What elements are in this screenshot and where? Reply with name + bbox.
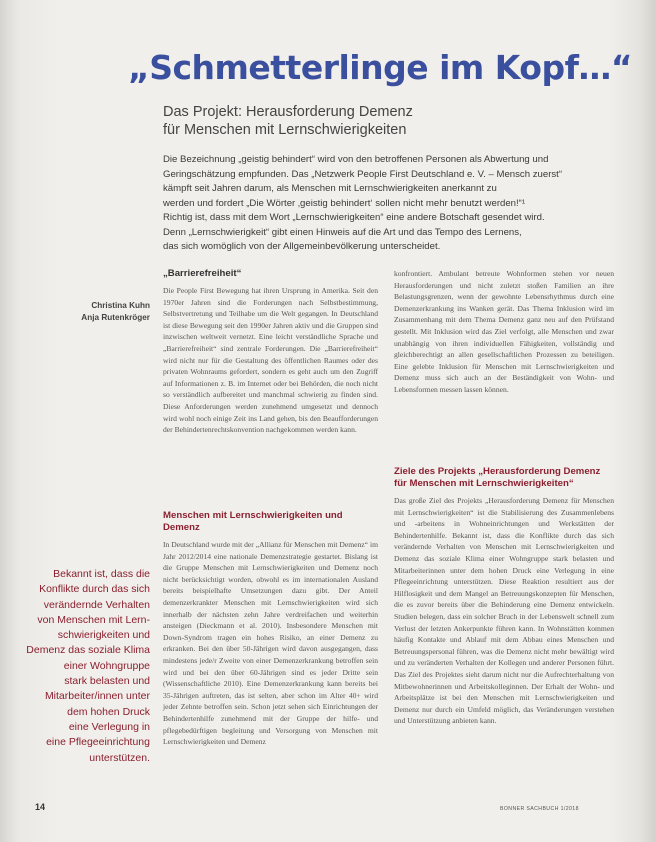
running-footer: BONNER SACHBUCH 1/2018 (500, 806, 579, 812)
author-name: Anja Rutenkröger (81, 313, 150, 322)
intro-line: Geringschätzung empfunden. Das „Netzwerk People First Deutschland e. V. – Mensch zuerst“ (163, 168, 563, 180)
pull-quote-line: von Menschen mit Lern- (37, 613, 150, 626)
subtitle-line-1: Das Projekt: Herausforderung Demenz (163, 104, 413, 120)
page-number: 14 (35, 802, 46, 812)
column-right-top (394, 268, 614, 396)
intro-line: Denn „Lernschwierigkeit“ gibt einen Hinweis auf die Art und das Tempo des Lernens, (163, 226, 522, 238)
pull-quote-line: schwierigkeiten und (57, 629, 150, 642)
intro-line: werden und fordert „Die Wörter ‚geistig behindert‘ sollen nicht mehr benutzt werden!“¹ (163, 197, 526, 209)
article-title: „Schmetterlinge im Kopf…“ (128, 48, 633, 87)
intro-line: kämpft seit Jahren darum, als Menschen mit Lernschwierigkeiten anerkannt zu (163, 183, 497, 194)
author-name: Christina Kuhn (91, 301, 150, 310)
pull-quote-line: dem hohen Druck (67, 705, 150, 718)
pull-quote-line: verändernde Verhalten (43, 598, 150, 611)
body-paragraph: Die People First Bewegung hat ihren Ursprung in Amerika. Seit den 1970er Jahren sind die Forderungen nach Selbstbestimmung, Selbstvertretung und Teilhabe um die Welt gegangen. In Deutschland ist diese Bewegung seit den 1990er Jahren aktiv und die Gruppen sind inzwischen weltweit vernetzt. Eine leicht verständliche Sprache und „Barrierefreiheit“ sind zentrale Forderungen. Die „Barrierefreiheit“ wird nicht nur für die Gestaltung des öffentlichen Raumes oder des privaten Wohnraums gefordert, sondern es geht auch um den Zugriff auf Informationen z. B. im Internet oder bei Behörden, die noch nicht so verständlich aufbereitet und manchmal schwierig zu finden sind. Diese Anforderungen werden zunehmend umgesetzt und dennoch wird wohl noch einige Zeit ins Land gehen, bis den Beaufforderungen der Behindertenrechtskonvention nachgekommen werden kann. (163, 286, 378, 435)
pull-quote-line: Bekannt ist, dass die (53, 568, 150, 580)
pull-quote (26, 567, 150, 766)
intro-line: Die Bezeichnung „geistig behindert“ wird von den betroffenen Personen als Abwertung und (163, 154, 549, 165)
pull-quote-line: stark belasten und (64, 675, 150, 688)
author-block (70, 300, 150, 324)
pull-quote-line: Demenz das soziale Klima (26, 644, 150, 657)
body-paragraph: Das große Ziel des Projekts „Herausforderung Demenz für Menschen mit Lernschwierigkeiten“ ist die Stabilisierung des Zusammenlebens und -arbeitens in Wohneinrichtungen und Werkstätten der Behindertenhilfe. Bekannt ist, dass die Konflikte durch das sich verändernde Verhalten von Menschen mit Lernschwierigkeiten und Demenz das soziale Klima einer Wohngruppe stark belasten und Mitarbeiterinnen unter dem hohen Druck eine Verlegung in eine Pflegeeinrichtung unterstützen. Diese Reaktion resultiert aus der Hilflosigkeit und dem Mangel an Betreuungskonzepten für Menschen, die es zuvor bereits über die Behinderung eine Demenz entwickeln. Studien belegen, dass ein solcher Bruch in der Lebenswelt schnell zum Verlust der letzten Ankerpunkte führen kann. In Wohnstätten kommen häufig Kontakte und Ablauf mit dem Abbau eines Menschen und Betreuungspersonal führen, was die Demenz nicht mehr bewältigt wird und zu veränderten Verhalten der Kollegen und anderer Personen führt. Das Ziel des Projektes sieht darum nicht nur die Aufrechterhaltung von Mitbewohnerinnen und Arbeitskolleginnen. Der Erhalt der Wohn- und Arbeitsplätze ist bei den Menschen mit Lernschwierigkeiten und Demenz nur durch ein Umfeld möglich, das Veränderungen verstehen und Unterstützung anbieten kann. (394, 496, 614, 726)
pull-quote-line: eine Verlegung in (68, 720, 150, 733)
pull-quote-line: unterstützen. (89, 751, 150, 764)
column-right-bottom (394, 466, 614, 727)
pull-quote-line: Mitarbeiter/innen unter (44, 690, 150, 703)
article-subtitle (163, 103, 583, 139)
intro-line: Richtig ist, dass mit dem Wort „Lernschwierigkeiten“ eine andere Botschaft gesendet wird. (163, 212, 545, 223)
section-heading-ziele: Ziele des Projekts „Herausforderung Demenz für Menschen mit Lernschwierigkeiten“ (394, 466, 601, 489)
intro-line: das sich womöglich von der Allgemeinbevölkerung unterscheidet. (163, 241, 441, 252)
body-paragraph: In Deutschland wurde mit der „Allianz für Menschen mit Demenz“ im Jahr 2012/2014 eine nationale Demenzstrategie gestartet. Bislang ist die Gruppe Menschen mit Lernschwierigkeiten und Demenz noch nicht berücksichtigt worden, obwohl es im internationalen Ausland bereits beispielhafte Umsetzungen dazu gibt. Der Anteil demenzerkrankter Menschen mit Lernschwierigkeiten wird sich innerhalb der nächsten zehn Jahre verdreifachen und weiterhin ansteigen (Dieckmann et al. 2010). Insbesondere Menschen mit Down-Syndrom tragen ein hohes Risiko, an einer Demenz zu erkranken. Bei den über 50-Jährigen wird davon ausgegangen, dass mindestens jede/r Zweite von einer Demenzerkrankung betroffen sein wird und bei den über 60-Jährigen sind es jeder Dritte sein (Wissenschaftliche 2010). Eine Demenzerkrankung kann bereits bei 35-Jährigen auftreten, das ist selten, aber schon im Alter 40+ wird jeder Zehnte betroffen sein. Schon jetzt sehen sich Einrichtungen der Behindertenhilfe zunehmend mit der Gruppe der hilfe- und pflegebedürftigen begleitung und Versorgung von Menschen mit Lernschwierigkeiten und Demenz (163, 540, 378, 747)
intro-paragraph (163, 153, 608, 255)
section-heading-barrierefreiheit: „Barrierefreiheit“ (163, 268, 242, 279)
column-left-bottom (163, 510, 378, 748)
section-heading-lernschwierigkeiten: Menschen mit Lernschwierigkeiten und Demenz (163, 510, 343, 533)
pull-quote-line: einer Wohngruppe (63, 659, 150, 672)
pull-quote-line: eine Pflegeeinrichtung (46, 736, 150, 749)
body-paragraph: konfrontiert. Ambulant betreute Wohnformen stehen vor neuen Herausforderungen und nicht zuletzt stoßen Familien an ihre Belastungsgrenzen, wenn der gewohnte Lebensrhythmus durch eine Demenzerkrankung ins Wanken gerät. Das Thema Inklusion wird im Zusammenhang mit dem Thema Demenz ganz neu auf den Prüfstand gestellt. Mit Inklusion wird das Ziel verfolgt, alle Menschen und zwar unabhängig von ihren individuellen Fähigkeiten, vollständig und gleichberechtigt an allen gesellschaftlichen Prozessen zu beteiligen. Eine gelebte Inklusion für Menschen mit Lernschwierigkeiten und Demenz muss sich auch an der Beständigkeit von Wohn- und Lebensformen messen lassen können. (394, 269, 614, 394)
column-left-top (163, 268, 378, 436)
subtitle-line-2: für Menschen mit Lernschwierigkeiten (163, 122, 407, 138)
pull-quote-line: Konflikte durch das sich (39, 583, 150, 596)
